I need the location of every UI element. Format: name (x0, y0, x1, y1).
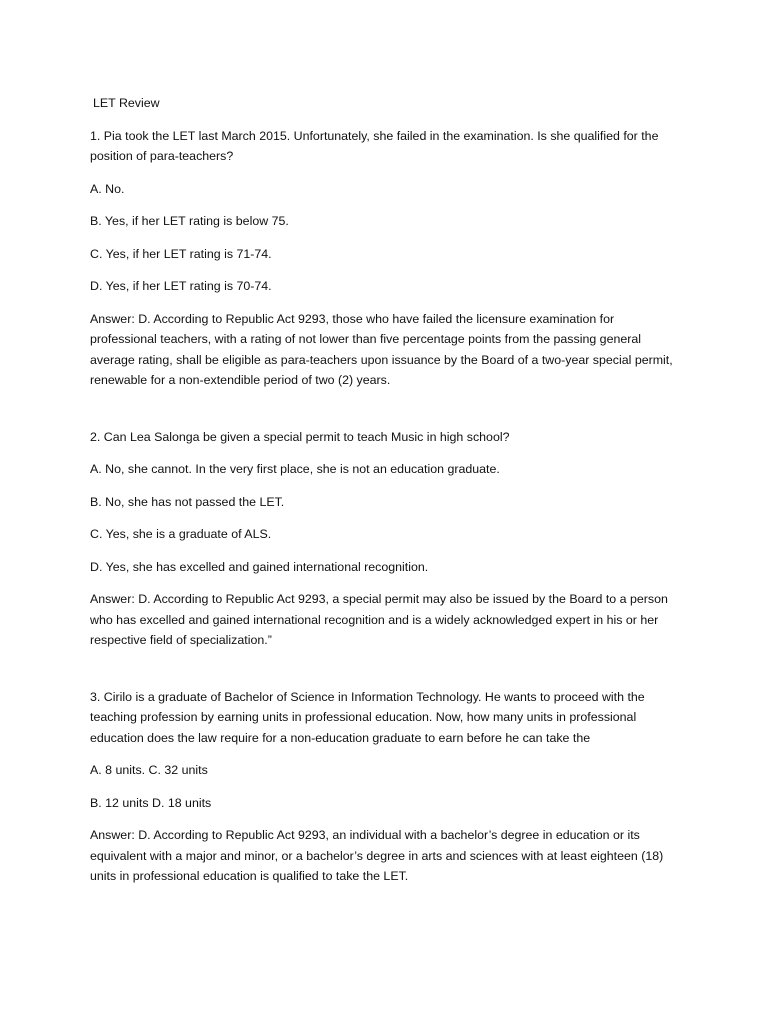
choice-a: A. No. (90, 181, 125, 196)
choice-a: A. No, she cannot. In the very first place, she is not an education graduate. (90, 462, 500, 476)
question-block-2 (90, 427, 680, 651)
question-block-3 (90, 687, 680, 887)
question-text: 1. Pia took the LET last March 2015. Unfortunately, she failed in the examination. Is she qualified for the position of para-teachers? (90, 128, 659, 163)
question-text: 2. Can Lea Salonga be given a special permit to teach Music in high school? (90, 429, 510, 444)
question-block-1 (90, 126, 680, 391)
choice-b: B. Yes, if her LET rating is below 75. (90, 214, 289, 228)
answer-text: Answer: D. According to Republic Act 9293, a special permit may also be issued by the Board to a person who has excelled and gained international recognition and is a widely acknowledged expert in his or her respective field of specialization.” (90, 592, 668, 647)
choice-row-1: A. 8 units. C. 32 units (90, 763, 208, 777)
choice-row-2: B. 12 units D. 18 units (90, 795, 212, 810)
choice-c: C. Yes, if her LET rating is 71-74. (90, 246, 272, 261)
section-spacer (90, 403, 680, 427)
document-page (90, 93, 680, 899)
section-spacer (90, 663, 680, 687)
answer-text: Answer: D. According to Republic Act 9293, an individual with a bachelor’s degree in education or its equivalent with a major and minor, or a bachelor’s degree in arts and sciences with at least eighteen (18) units in professional education is qualified to take the LET. (90, 828, 664, 883)
document-title: LET Review (93, 96, 160, 110)
choice-c: C. Yes, she is a graduate of ALS. (90, 527, 272, 541)
answer-text: Answer: D. According to Republic Act 9293, those who have failed the licensure examination for professional teachers, with a rating of not lower than five percentage points from the passing general average rating, shall be eligible as para-teachers upon issuance by the Board of a two-year special permit, renewable for a non-extendible period of two (2) years. (90, 311, 673, 387)
choice-d: D. Yes, if her LET rating is 70-74. (90, 279, 272, 293)
question-text: 3. Cirilo is a graduate of Bachelor of Science in Information Technology. He wants to proceed with the teaching profession by earning units in professional education. Now, how many units in professional education does the law require for a non-education graduate to earn before he can take the (90, 689, 645, 745)
choice-d: D. Yes, she has excelled and gained international recognition. (90, 559, 429, 574)
choice-b: B. No, she has not passed the LET. (90, 494, 285, 509)
